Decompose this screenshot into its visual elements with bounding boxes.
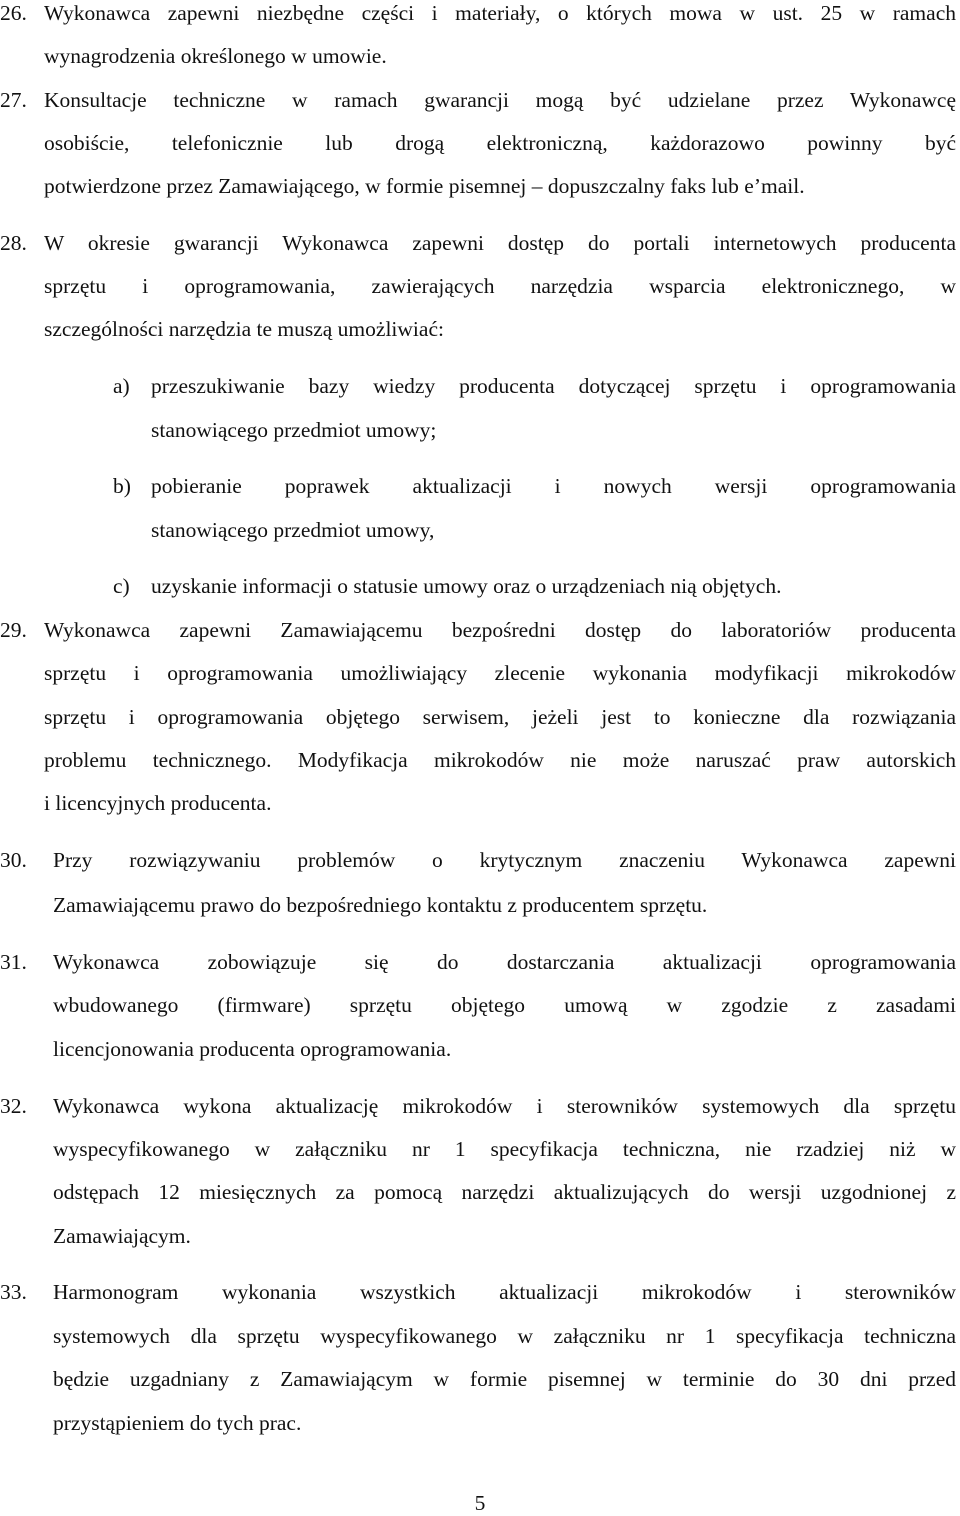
item-27-line-2: osobiście, telefonicznie lub drogą elektroniczną, każdorazowo powinny być bbox=[44, 131, 956, 155]
subitem-a-line-2: stanowiącego przedmiot umowy; bbox=[151, 418, 437, 442]
item-29-line-5: i licencyjnych producenta. bbox=[44, 791, 272, 815]
item-29-line-1: Wykonawca zapewni Zamawiającemu bezpośredni dostęp do laboratoriów producenta bbox=[44, 618, 956, 642]
subitem-b-label: b) bbox=[113, 474, 131, 498]
item-30-line-1: Przy rozwiązywaniu problemów o krytycznym znaczeniu Wykonawca zapewni bbox=[53, 848, 956, 872]
item-27-line-3: potwierdzone przez Zamawiającego, w formie pisemnej – dopuszczalny faks lub e’mail. bbox=[44, 174, 805, 198]
item-28-line-1: W okresie gwarancji Wykonawca zapewni dostęp do portali internetowych producenta bbox=[44, 231, 956, 255]
item-32-line-2: wyspecyfikowanego w załączniku nr 1 specyfikacja techniczna, nie rzadziej niż w bbox=[53, 1137, 956, 1161]
subitem-b-line-1: pobieranie poprawek aktualizacji i nowych wersji oprogramowania bbox=[151, 474, 956, 498]
item-28-number: 28. bbox=[0, 231, 27, 255]
item-26-line-1: Wykonawca zapewni niezbędne części i materiały, o których mowa w ust. 25 w ramach bbox=[44, 1, 956, 25]
item-31-line-1: Wykonawca zobowiązuje się do dostarczania aktualizacji oprogramowania bbox=[53, 950, 956, 974]
item-33-line-1: Harmonogram wykonania wszystkich aktualizacji mikrokodów i sterowników bbox=[53, 1280, 956, 1304]
item-29-line-2: sprzętu i oprogramowania umożliwiający zlecenie wykonania modyfikacji mikrokodów bbox=[44, 661, 956, 685]
item-30-line-2: Zamawiającemu prawo do bezpośredniego kontaktu z producentem sprzętu. bbox=[53, 893, 708, 917]
subitem-c-line-1: uzyskanie informacji o statusie umowy oraz o urządzeniach nią objętych. bbox=[151, 574, 782, 598]
item-33-line-4: przystąpieniem do tych prac. bbox=[53, 1411, 302, 1435]
item-31-line-2: wbudowanego (firmware) sprzętu objętego umową w zgodzie z zasadami bbox=[53, 993, 956, 1017]
item-32-line-4: Zamawiającym. bbox=[53, 1224, 191, 1248]
item-28-line-3: szczególności narzędzia te muszą umożliwiać: bbox=[44, 317, 444, 341]
item-29-number: 29. bbox=[0, 618, 27, 642]
subitem-a-label: a) bbox=[113, 374, 130, 398]
item-29-line-3: sprzętu i oprogramowania objętego serwisem, jeżeli jest to konieczne dla rozwiązania bbox=[44, 705, 956, 729]
subitem-b-line-2: stanowiącego przedmiot umowy, bbox=[151, 518, 435, 542]
item-33-line-3: będzie uzgadniany z Zamawiającym w formie pisemnej w terminie do 30 dni przed bbox=[53, 1367, 956, 1391]
item-31-line-3: licencjonowania producenta oprogramowania. bbox=[53, 1037, 452, 1061]
item-27-line-1: Konsultacje techniczne w ramach gwarancji mogą być udzielane przez Wykonawcę bbox=[44, 88, 956, 112]
item-30-number: 30. bbox=[0, 848, 27, 872]
item-26-line-2: wynagrodzenia określonego w umowie. bbox=[44, 44, 387, 68]
subitem-c-label: c) bbox=[113, 574, 130, 598]
item-32-number: 32. bbox=[0, 1094, 27, 1118]
item-28-line-2: sprzętu i oprogramowania, zawierających narzędzia wsparcia elektronicznego, w bbox=[44, 274, 956, 298]
item-32-line-3: odstępach 12 miesięcznych za pomocą narzędzi aktualizujących do wersji uzgodnionej z bbox=[53, 1180, 956, 1204]
subitem-a-line-1: przeszukiwanie bazy wiedzy producenta dotyczącej sprzętu i oprogramowania bbox=[151, 374, 956, 398]
page-number: 5 bbox=[474, 1491, 486, 1515]
item-26-number: 26. bbox=[0, 1, 27, 25]
item-33-number: 33. bbox=[0, 1280, 27, 1304]
item-29-line-4: problemu technicznego. Modyfikacja mikrokodów nie może naruszać praw autorskich bbox=[44, 748, 956, 772]
item-27-number: 27. bbox=[0, 88, 27, 112]
item-32-line-1: Wykonawca wykona aktualizację mikrokodów i sterowników systemowych dla sprzętu bbox=[53, 1094, 956, 1118]
item-33-line-2: systemowych dla sprzętu wyspecyfikowanego w załączniku nr 1 specyfikacja techniczna bbox=[53, 1324, 956, 1348]
item-31-number: 31. bbox=[0, 950, 27, 974]
